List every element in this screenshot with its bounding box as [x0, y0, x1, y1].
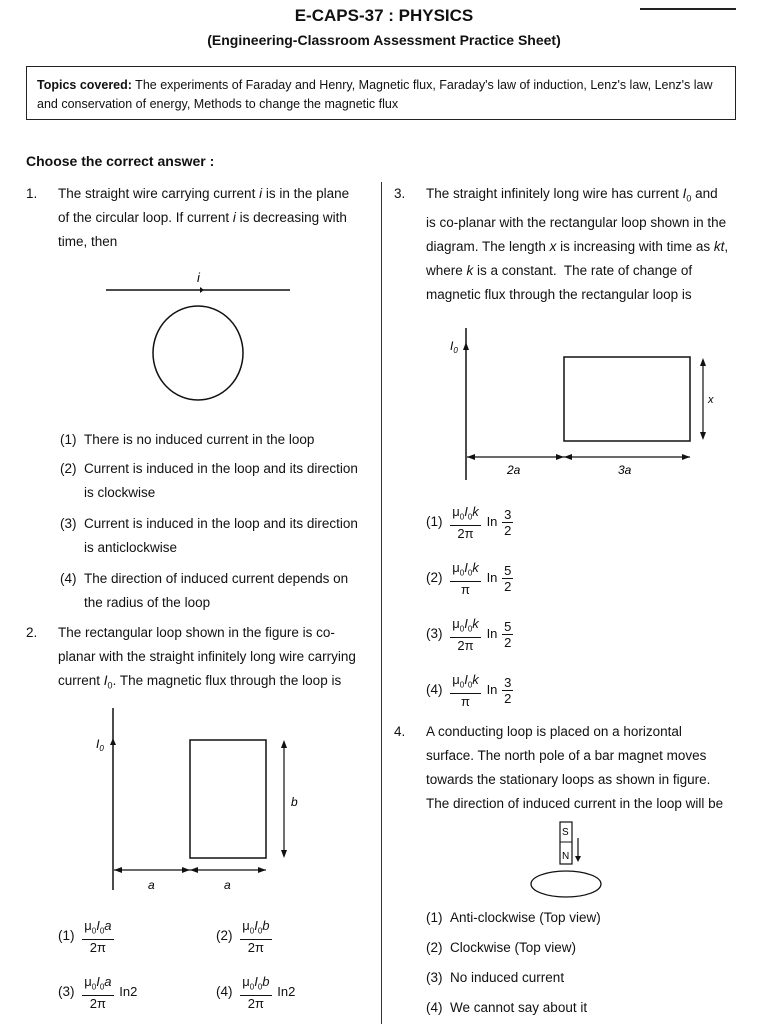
q2-option-4-fraction [240, 974, 271, 1011]
q4-line-1: A conducting loop is placed on a horizontal [426, 724, 682, 739]
q1-option-1-num: (1) [60, 432, 77, 447]
q1-option-3-text [84, 512, 358, 560]
q1-figure [100, 268, 300, 428]
q3-option-3[interactable] [426, 616, 513, 653]
q1-option-2-num: (2) [60, 461, 77, 476]
q3-side-label: x [708, 394, 714, 406]
q3-side-arrow-bottom [700, 432, 706, 440]
q2-option-1-num: (1) [58, 927, 75, 943]
q1-option-4-num: (4) [60, 571, 77, 586]
q3-option-3-denominator: 2π [457, 637, 474, 653]
q1-option-3[interactable] [60, 512, 380, 560]
q2-side-arrow-top [281, 740, 287, 748]
q3-option-4-num: (4) [426, 681, 443, 697]
q3-side-arrow-top [700, 358, 706, 366]
q1-current-label: i [197, 270, 200, 285]
q1-option-4-line-2: the radius of the loop [84, 595, 211, 610]
q1-option-2-line-1: Current is induced in the loop and its direction [84, 461, 358, 476]
q4-conducting-loop [531, 871, 601, 897]
q3-option-1-ln-numerator: 3 [504, 506, 512, 522]
q3-option-2[interactable] [426, 560, 513, 597]
q3-option-4-ln: In [486, 682, 498, 698]
q4-option-4[interactable] [426, 996, 736, 1020]
topics-box [26, 66, 736, 120]
q1-option-1-text: There is no induced current in the loop [84, 432, 315, 447]
q2-loop [190, 740, 266, 858]
q3-option-1-num: (1) [426, 513, 443, 529]
q3-gap-label: 2a [507, 463, 521, 477]
q2-dim-arrow-right [258, 867, 266, 873]
q2-option-4-suffix: In2 [277, 984, 296, 1000]
q3-option-1-denominator: 2π [457, 525, 474, 541]
q3-option-4-denominator: π [461, 693, 471, 709]
page-subtitle: (Engineering-Classroom Assessment Practice Sheet) [207, 32, 561, 48]
q2-side-arrow-bottom [281, 850, 287, 858]
q4-option-1-text: Anti-clockwise (Top view) [450, 910, 601, 925]
q2-line-1: The rectangular loop shown in the figure is co- [58, 625, 335, 640]
q4-text [426, 720, 738, 816]
q1-option-2[interactable] [60, 457, 380, 505]
q2-dim-arrow-left [114, 867, 122, 873]
q3-dim-arrow-mid-right [556, 454, 564, 460]
q4-option-3-num: (3) [426, 970, 443, 985]
q2-dim-arrow-mid-right [182, 867, 190, 873]
q3-option-2-ln-numerator: 5 [504, 562, 512, 578]
q4-option-4-num: (4) [426, 1000, 443, 1015]
q1-line-2: of the circular loop. If current i is decreasing with [58, 210, 347, 225]
q4-option-2-text: Clockwise (Top view) [450, 940, 577, 955]
q3-option-3-ln-numerator: 5 [504, 618, 512, 634]
column-divider [381, 182, 382, 1024]
q4-figure [524, 818, 614, 902]
q1-line-1: The straight wire carrying current i is in the plane [58, 186, 350, 201]
q2-wire-label: $I_0$ [96, 737, 104, 753]
q3-option-2-ln-fraction [502, 563, 513, 594]
q2-option-1[interactable] [58, 918, 114, 955]
topics-label: Topics covered: [37, 78, 132, 92]
q4-line-2: surface. The north pole of a bar magnet moves [426, 748, 707, 763]
q1-text [58, 182, 370, 254]
q1-option-4[interactable] [60, 567, 380, 615]
q2-option-1-numerator: $\mu_0I_0a$ [82, 918, 113, 940]
q2-option-4-denominator: 2π [247, 995, 264, 1011]
q4-motion-arrow-head [575, 856, 581, 862]
q4-options [426, 906, 736, 1020]
q2-line-2: planar with the straight infinitely long wire carrying [58, 649, 356, 664]
q3-line-2: is co-planar with the rectangular loop shown in the [426, 214, 727, 230]
q3-figure [440, 320, 740, 490]
q3-option-2-ln-denominator: 2 [504, 578, 512, 594]
q4-south-label: S [562, 827, 569, 838]
q3-width-label: 3a [618, 463, 632, 477]
q1-option-4-line-1: The direction of induced current depends on [84, 571, 349, 586]
q1-number: 1. [26, 186, 38, 201]
q3-dim-arrow-left [467, 454, 475, 460]
q2-option-1-fraction [82, 918, 113, 955]
header-rule [640, 8, 736, 10]
q1-option-4-text [84, 567, 348, 615]
q1-options [60, 428, 380, 615]
q2-option-1-denominator: 2π [89, 939, 106, 955]
q4-option-3-text: No induced current [450, 970, 565, 985]
q1-option-2-text [84, 457, 358, 505]
q3-option-2-ln: In [486, 570, 498, 586]
q2-dim-arrow-mid-left [190, 867, 198, 873]
q4-option-2[interactable] [426, 936, 736, 960]
q4-option-3[interactable] [426, 966, 736, 990]
instruction: Choose the correct answer : [26, 153, 215, 169]
q3-option-2-denominator: π [461, 581, 471, 597]
q1-loop [153, 306, 243, 400]
q1-option-3-num: (3) [60, 516, 77, 531]
q4-north-label: N [562, 851, 570, 862]
q3-option-2-fraction [450, 560, 481, 597]
q3-option-1-ln: In [486, 514, 498, 530]
q2-figure [88, 700, 308, 900]
q3-option-3-numerator: $\mu_0I_0k$ [450, 616, 481, 638]
q3-option-4-ln-denominator: 2 [504, 690, 512, 706]
q3-dim-arrow-right [682, 454, 690, 460]
q3-option-4-fraction [450, 672, 481, 709]
q3-option-4-numerator: $\mu_0I_0k$ [450, 672, 481, 694]
q2-option-4-num: (4) [216, 983, 233, 999]
q4-option-1-num: (1) [426, 910, 443, 925]
q3-option-4[interactable] [426, 672, 513, 709]
q1-option-3-line-2: is anticlockwise [84, 540, 178, 555]
q2-width-label: a [224, 878, 231, 892]
q3-option-2-numerator: $\mu_0I_0k$ [450, 560, 481, 582]
q3-option-1-numerator: $\mu_0I_0k$ [450, 504, 481, 526]
q2-option-2-denominator: 2π [247, 939, 264, 955]
q3-loop [564, 357, 690, 441]
q3-line-5: magnetic flux through the rectangular loop is [426, 286, 692, 302]
q3-option-4-ln-numerator: 3 [504, 674, 512, 690]
q4-option-2-num: (2) [426, 940, 443, 955]
q2-option-2-num: (2) [216, 927, 233, 943]
q3-option-3-fraction [450, 616, 481, 653]
q1-option-1[interactable] [60, 428, 380, 452]
q3-option-3-ln-fraction [502, 619, 513, 650]
q3-option-3-ln-denominator: 2 [504, 634, 512, 650]
q3-option-1-ln-fraction [502, 507, 513, 538]
q3-dim-arrow-mid-left [564, 454, 572, 460]
q2-text [58, 621, 370, 698]
q2-option-3-suffix: In2 [119, 984, 138, 1000]
q1-line-3: time, then [58, 234, 118, 249]
q2-gap-label: a [148, 878, 155, 892]
q2-option-4[interactable] [216, 974, 295, 1011]
q4-option-4-text: We cannot say about it [450, 1000, 588, 1015]
q3-option-1-fraction [450, 504, 481, 541]
q4-number: 4. [394, 724, 406, 739]
q4-option-1[interactable] [426, 906, 736, 930]
q3-number: 3. [394, 186, 406, 201]
q3-option-3-num: (3) [426, 625, 443, 641]
page-title: E-CAPS-37 : PHYSICS [294, 6, 474, 25]
q1-option-2-line-2: is clockwise [84, 485, 156, 500]
q2-option-4-numerator: $\mu_0I_0b$ [240, 974, 271, 996]
q2-option-2-fraction [240, 918, 271, 955]
q2-option-2-numerator: $\mu_0I_0b$ [240, 918, 271, 940]
q3-option-1-ln-denominator: 2 [504, 522, 512, 538]
q3-current-arrow [463, 342, 469, 350]
q3-option-3-ln: In [486, 626, 498, 642]
q2-option-3-denominator: 2π [89, 995, 106, 1011]
topics-text: The experiments of Faraday and Henry, Magnetic flux, Faraday's law of induction, Lenz's law, Lenz's law and conservation of energy, Methods to change the magnetic flux [37, 78, 713, 111]
q3-wire-label: $I_0$ [450, 339, 458, 355]
q3-option-2-num: (2) [426, 569, 443, 585]
q2-option-3[interactable] [58, 974, 137, 1011]
q2-line-3: current $I_0$. The magnetic flux through the loop is [58, 673, 342, 691]
q1-option-3-line-1: Current is induced in the loop and its direction [84, 516, 358, 531]
q2-current-arrow [110, 738, 116, 745]
q2-option-3-num: (3) [58, 983, 75, 999]
q4-line-4: The direction of induced current in the loop will be [426, 796, 724, 811]
q3-text [426, 182, 738, 307]
q3-option-4-ln-fraction [502, 675, 513, 706]
q3-line-3: diagram. The length x is increasing with time as kt, [426, 238, 729, 254]
q2-number: 2. [26, 625, 38, 640]
q4-line-3: towards the stationary loops as shown in figure. [426, 772, 711, 787]
q3-option-1[interactable] [426, 504, 513, 541]
q3-line-1: The straight infinitely long wire has current $I_0$ and [426, 186, 718, 204]
q3-line-4: where k is a constant. The rate of change of [426, 262, 693, 278]
q2-side-label: b [291, 795, 298, 809]
q1-current-arrow [200, 287, 204, 293]
q2-option-2[interactable] [216, 918, 272, 955]
q2-option-3-fraction [82, 974, 113, 1011]
q2-option-3-numerator: $\mu_0I_0a$ [82, 974, 113, 996]
